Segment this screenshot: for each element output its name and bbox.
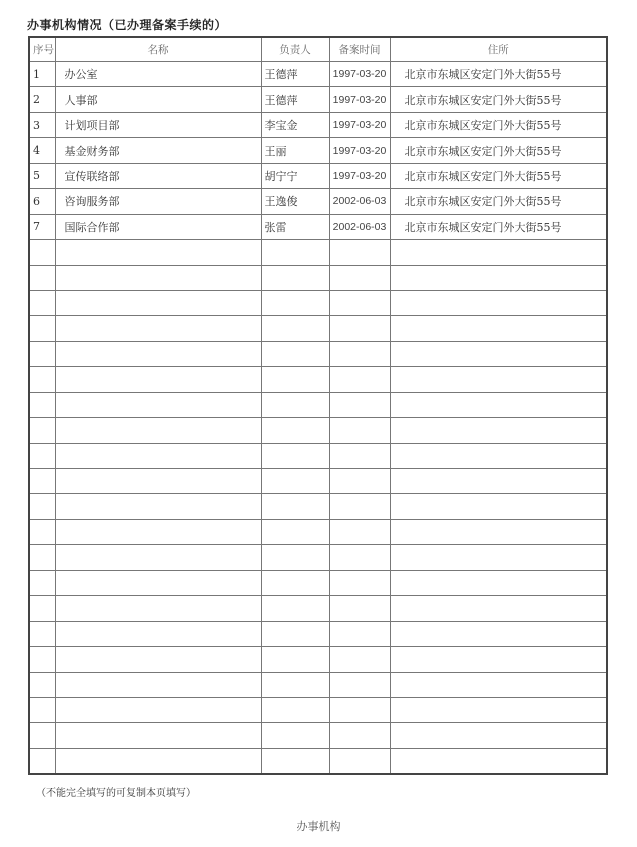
row-person: 王德萍 [261,62,329,87]
row-name [55,392,261,417]
empty-row [29,469,607,494]
footnote: （不能完全填写的可复制本页填写） [36,788,196,799]
row-date: 1997-03-20 [329,163,390,188]
row-number [29,418,55,443]
row-number [29,621,55,646]
row-person [261,265,329,290]
empty-row [29,621,607,646]
row-address [390,316,607,341]
empty-row [29,723,607,748]
row-name: 基金财务部 [55,138,261,163]
row-address [390,519,607,544]
empty-row [29,290,607,315]
row-person: 王德萍 [261,87,329,112]
row-number: 4 [29,138,55,163]
empty-row [29,443,607,468]
row-name [55,443,261,468]
row-address: 北京市东城区安定门外大街55号 [390,163,607,188]
row-name [55,748,261,774]
empty-row [29,672,607,697]
row-number [29,443,55,468]
row-address [390,748,607,774]
row-name: 办公室 [55,62,261,87]
row-person [261,316,329,341]
row-person [261,469,329,494]
header-person: 负责人 [261,37,329,62]
row-number [29,545,55,570]
row-date [329,621,390,646]
row-address [390,621,607,646]
row-date: 1997-03-20 [329,62,390,87]
row-name [55,621,261,646]
row-number [29,240,55,265]
empty-row [29,697,607,722]
row-person [261,392,329,417]
row-name [55,697,261,722]
empty-row [29,367,607,392]
row-address [390,240,607,265]
row-address: 北京市东城区安定门外大街55号 [390,138,607,163]
row-date: 1997-03-20 [329,112,390,137]
row-person [261,596,329,621]
row-date: 1997-03-20 [329,87,390,112]
row-person: 胡宁宁 [261,163,329,188]
row-person [261,443,329,468]
row-address [390,697,607,722]
row-date [329,316,390,341]
row-address [390,647,607,672]
row-address [390,494,607,519]
row-name: 咨询服务部 [55,189,261,214]
row-number [29,647,55,672]
row-number [29,494,55,519]
row-address [390,418,607,443]
row-person: 王丽 [261,138,329,163]
table-row [29,138,607,163]
row-name [55,672,261,697]
table-row [29,189,607,214]
row-number [29,748,55,774]
row-date: 2002-06-03 [329,189,390,214]
row-date [329,469,390,494]
row-name [55,240,261,265]
row-date [329,367,390,392]
table-row [29,87,607,112]
header-address: 住所 [390,37,607,62]
row-number [29,341,55,366]
row-name [55,494,261,519]
row-date [329,392,390,417]
row-person [261,341,329,366]
row-address [390,469,607,494]
row-address [390,290,607,315]
row-number: 5 [29,163,55,188]
row-date [329,265,390,290]
row-person [261,240,329,265]
row-person [261,418,329,443]
row-address: 北京市东城区安定门外大街55号 [390,189,607,214]
row-date [329,647,390,672]
row-date [329,570,390,595]
row-number [29,316,55,341]
empty-row [29,265,607,290]
row-address [390,672,607,697]
row-person [261,570,329,595]
row-number [29,697,55,722]
empty-row [29,240,607,265]
row-date [329,443,390,468]
empty-row [29,341,607,366]
row-number [29,265,55,290]
row-person [261,367,329,392]
row-number [29,469,55,494]
row-name [55,469,261,494]
row-number: 1 [29,62,55,87]
empty-row [29,519,607,544]
row-address [390,367,607,392]
row-number [29,519,55,544]
row-name: 人事部 [55,87,261,112]
row-number [29,392,55,417]
row-person [261,748,329,774]
row-date: 2002-06-03 [329,214,390,239]
row-name [55,596,261,621]
row-date [329,519,390,544]
row-address [390,596,607,621]
row-name [55,265,261,290]
row-date: 1997-03-20 [329,138,390,163]
table-body [29,62,607,775]
row-person [261,647,329,672]
row-name: 国际合作部 [55,214,261,239]
row-name [55,723,261,748]
row-name [55,545,261,570]
page-footer: 办事机构 [296,820,341,833]
header-number: 序号 [29,37,55,62]
row-name [55,367,261,392]
table-header-row [29,37,607,62]
row-person: 王逸俊 [261,189,329,214]
empty-row [29,418,607,443]
row-name [55,418,261,443]
empty-row [29,545,607,570]
row-person: 张雷 [261,214,329,239]
empty-row [29,596,607,621]
row-address [390,392,607,417]
empty-row [29,494,607,519]
row-number [29,290,55,315]
row-number [29,672,55,697]
row-number [29,723,55,748]
row-person [261,494,329,519]
row-name: 宣传联络部 [55,163,261,188]
row-date [329,240,390,265]
empty-row [29,647,607,672]
row-person [261,545,329,570]
row-date [329,418,390,443]
row-address: 北京市东城区安定门外大街55号 [390,214,607,239]
row-number: 2 [29,87,55,112]
row-address: 北京市东城区安定门外大街55号 [390,87,607,112]
row-name: 计划项目部 [55,112,261,137]
table-row [29,62,607,87]
row-address [390,545,607,570]
table-row [29,112,607,137]
row-address: 北京市东城区安定门外大街55号 [390,112,607,137]
row-person [261,621,329,646]
empty-row [29,570,607,595]
row-person [261,723,329,748]
row-number [29,596,55,621]
row-person [261,697,329,722]
row-address [390,265,607,290]
row-date [329,545,390,570]
table-row [29,163,607,188]
row-date [329,596,390,621]
form-title: 办事机构情况（已办理备案手续的） [27,18,228,32]
row-date [329,494,390,519]
row-date [329,341,390,366]
row-name [55,647,261,672]
row-address: 北京市东城区安定门外大街55号 [390,62,607,87]
row-name [55,290,261,315]
row-name [55,570,261,595]
row-person: 李宝金 [261,112,329,137]
empty-row [29,392,607,417]
row-person [261,519,329,544]
empty-row [29,316,607,341]
row-number [29,367,55,392]
row-date [329,748,390,774]
row-number: 6 [29,189,55,214]
row-name [55,341,261,366]
row-date [329,697,390,722]
row-name [55,519,261,544]
office-table [28,36,608,775]
empty-row [29,748,607,774]
header-date: 备案时间 [329,37,390,62]
row-date [329,672,390,697]
row-name [55,316,261,341]
row-person [261,290,329,315]
header-name: 名称 [55,37,261,62]
row-person [261,672,329,697]
row-number [29,570,55,595]
row-address [390,341,607,366]
row-address [390,723,607,748]
row-date [329,290,390,315]
row-number: 7 [29,214,55,239]
row-date [329,723,390,748]
row-address [390,443,607,468]
row-address [390,570,607,595]
table-row [29,214,607,239]
row-number: 3 [29,112,55,137]
